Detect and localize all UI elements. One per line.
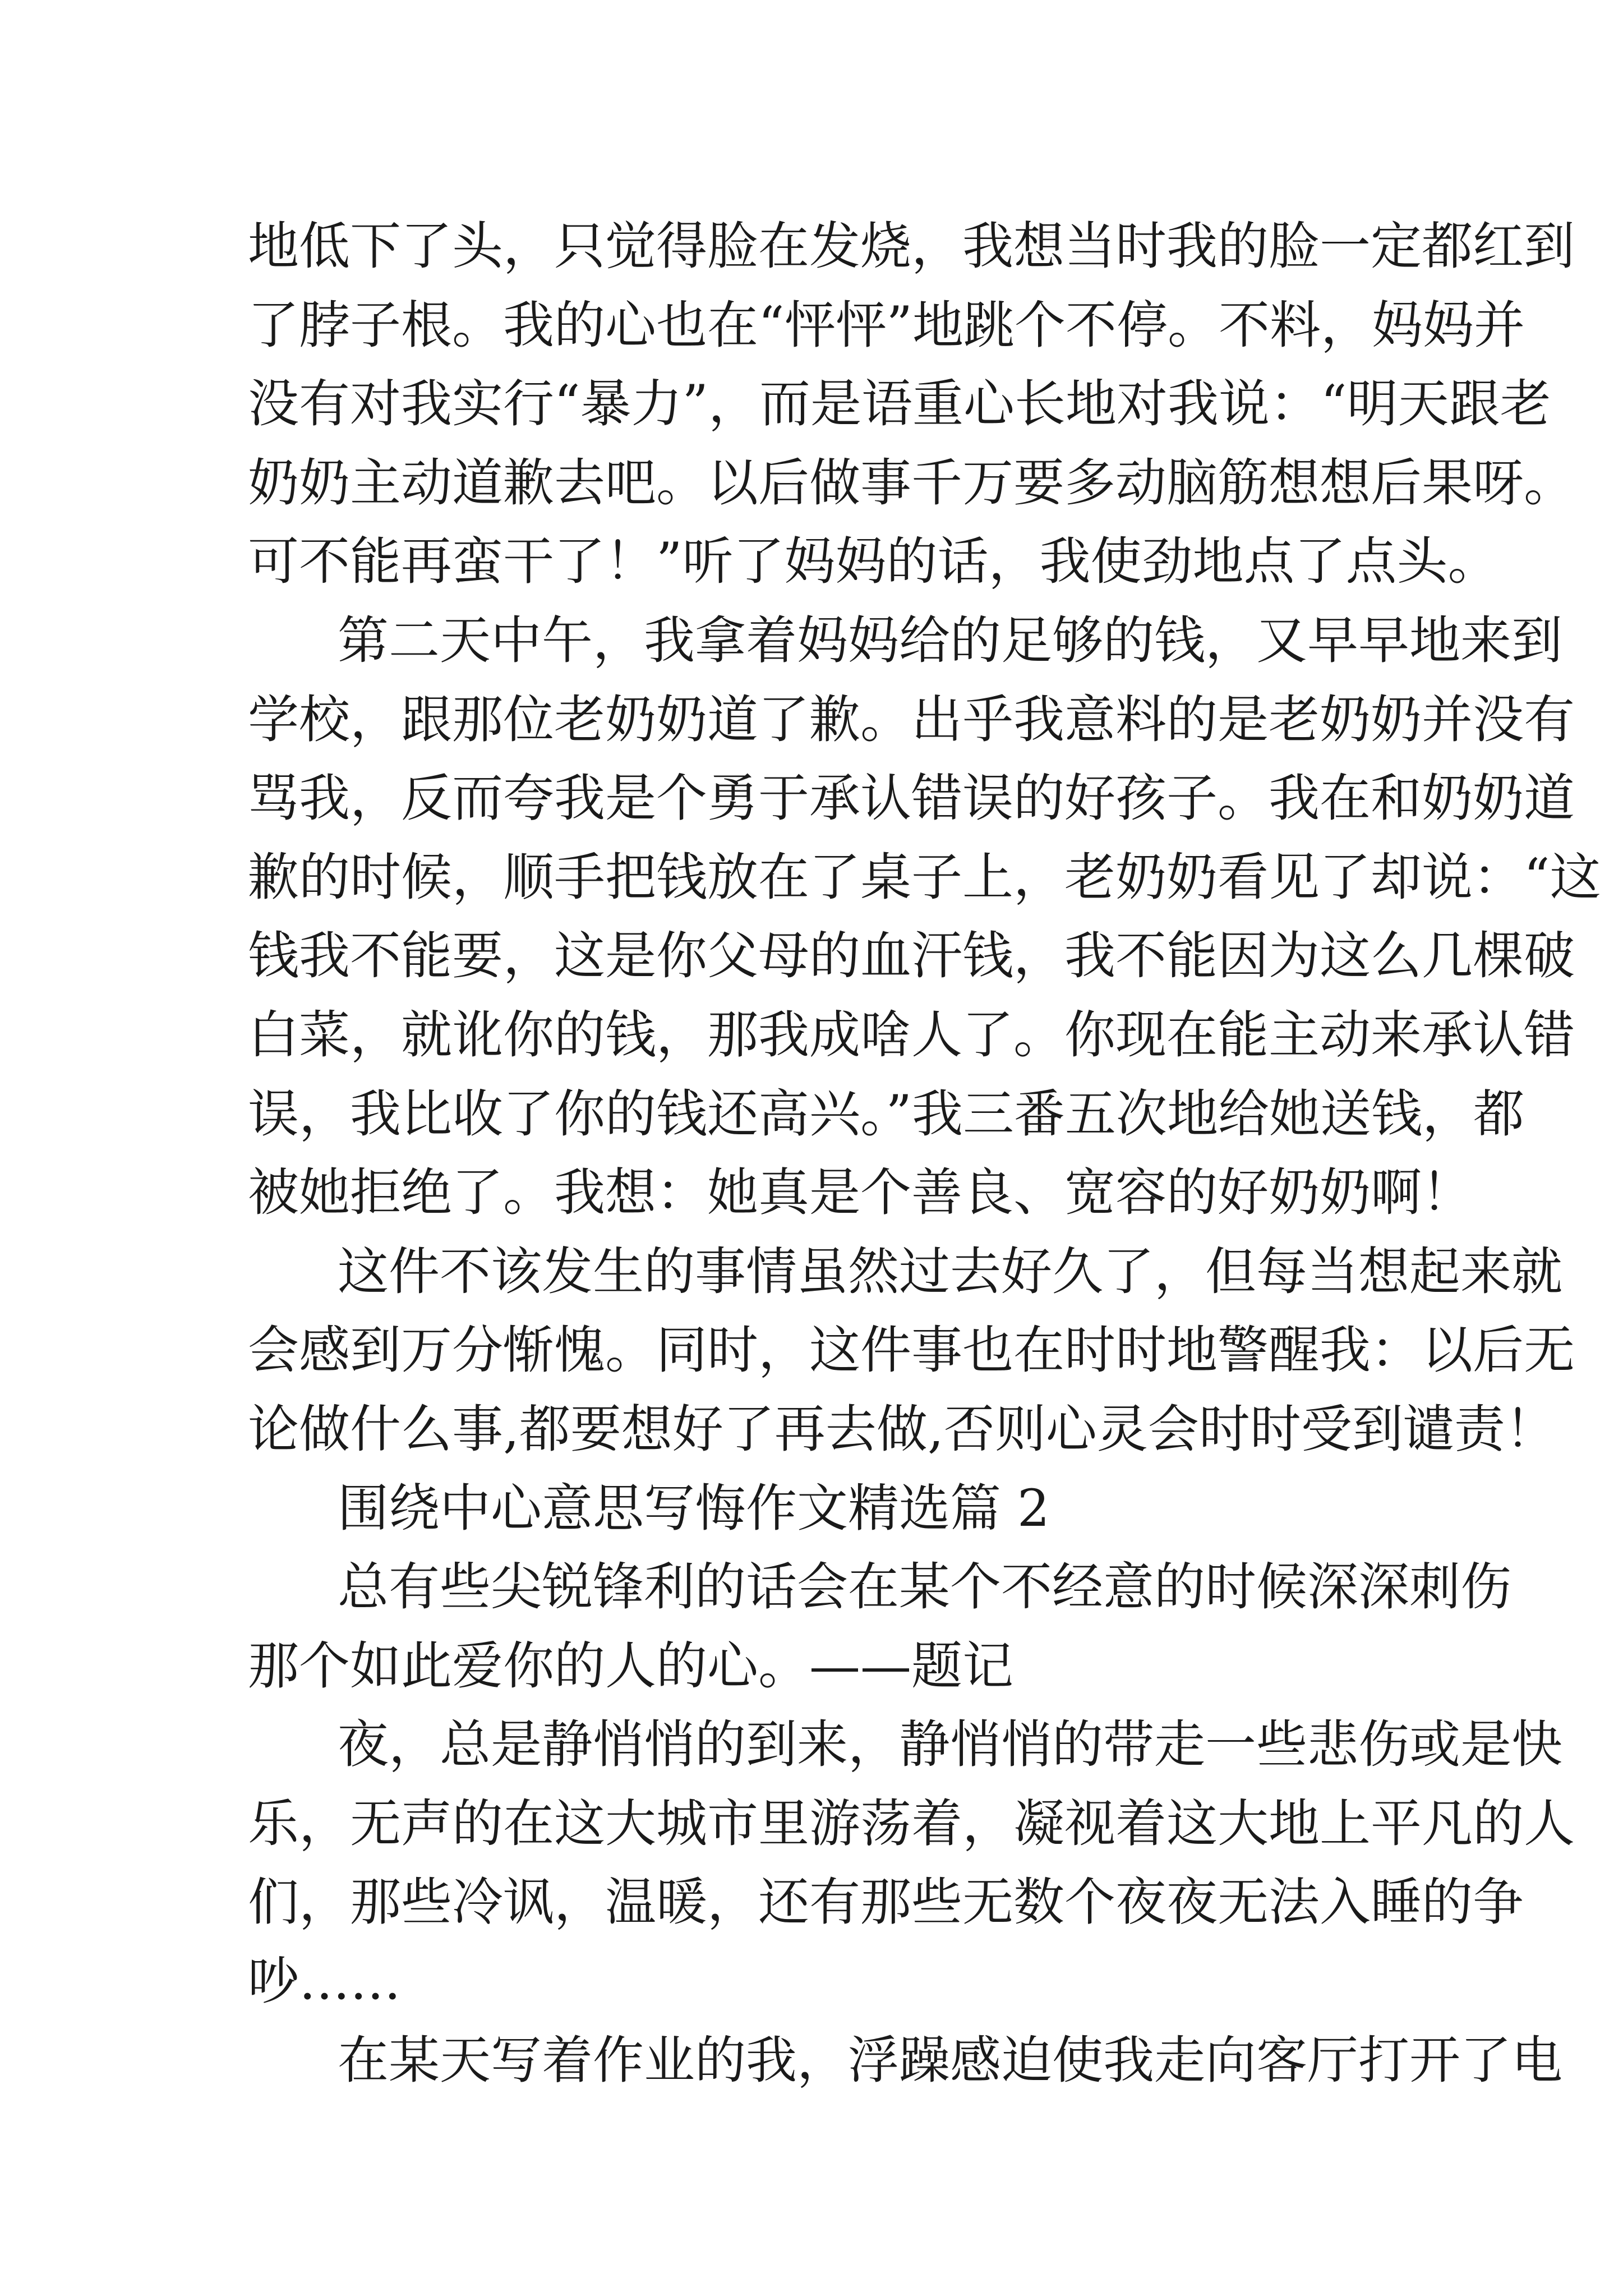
text-line: 学校，跟那位老奶奶道了歉。出乎我意料的是老奶奶并没有 xyxy=(248,690,1575,749)
text-line: 论做什么事,都要想好了再去做,否则心灵会时时受到谴责！ xyxy=(248,1400,1556,1459)
text-line: 歉的时候，顺手把钱放在了桌子上，老奶奶看见了却说：“这 xyxy=(248,848,1601,907)
text-line: 地低下了头，只觉得脸在发烧，我想当时我的脸一定都红到 xyxy=(248,217,1575,276)
paragraph-first-line: 在某天写着作业的我，浮躁感迫使我走向客厅打开了电 xyxy=(338,2031,1563,2090)
text-line: 白菜，就讹你的钱，那我成啥人了。你现在能主动来承认错 xyxy=(248,1005,1575,1065)
text-line: 钱我不能要，这是你父母的血汗钱，我不能因为这么几棵破 xyxy=(248,927,1575,986)
text-line: 那个如此爱你的人的心。——题记 xyxy=(248,1636,1014,1696)
text-line: 奶奶主动道歉去吧。以后做事千万要多动脑筋想想后果呀。 xyxy=(248,453,1575,513)
text-line: 们，那些冷讽，温暖，还有那些无数个夜夜无法入睡的争 xyxy=(248,1873,1524,1932)
text-line: 乐，无声的在这大城市里游荡着，凝视着这大地上平凡的人 xyxy=(248,1794,1575,1853)
text-line: 误，我比收了你的钱还高兴。”我三番五次地给她送钱，都 xyxy=(248,1084,1525,1144)
text-line: 吵…… xyxy=(248,1952,402,2012)
paragraph-first-line: 这件不该发生的事情虽然过去好久了，但每当想起来就 xyxy=(338,1242,1563,1301)
text-line: 骂我，反而夸我是个勇于承认错误的好孩子。我在和奶奶道 xyxy=(248,769,1575,829)
text-line: 被她拒绝了。我想：她真是个善良、宽容的好奶奶啊！ xyxy=(248,1163,1473,1223)
text-line: 会感到万分惭愧。同时，这件事也在时时地警醒我：以后无 xyxy=(248,1321,1575,1381)
paragraph-first-line: 第二天中午，我拿着妈妈给的足够的钱，又早早地来到 xyxy=(338,611,1563,670)
paragraph-first-line: 夜，总是静悄悄的到来，静悄悄的带走一些悲伤或是快 xyxy=(338,1715,1563,1775)
text-line: 了脖子根。我的心也在“怦怦”地跳个不停。不料，妈妈并 xyxy=(248,296,1525,355)
paragraph-first-line: 总有些尖锐锋利的话会在某个不经意的时候深深刺伤 xyxy=(338,1558,1512,1617)
text-line: 可不能再蛮干了！”听了妈妈的话，我使劲地点了点头。 xyxy=(248,532,1499,592)
text-line: 没有对我实行“暴力”，而是语重心长地对我说：“明天跟老 xyxy=(248,375,1551,434)
section-heading: 围绕中心意思写悔作文精选篇 2 xyxy=(338,1479,1050,1538)
essay-body xyxy=(248,208,1601,2100)
